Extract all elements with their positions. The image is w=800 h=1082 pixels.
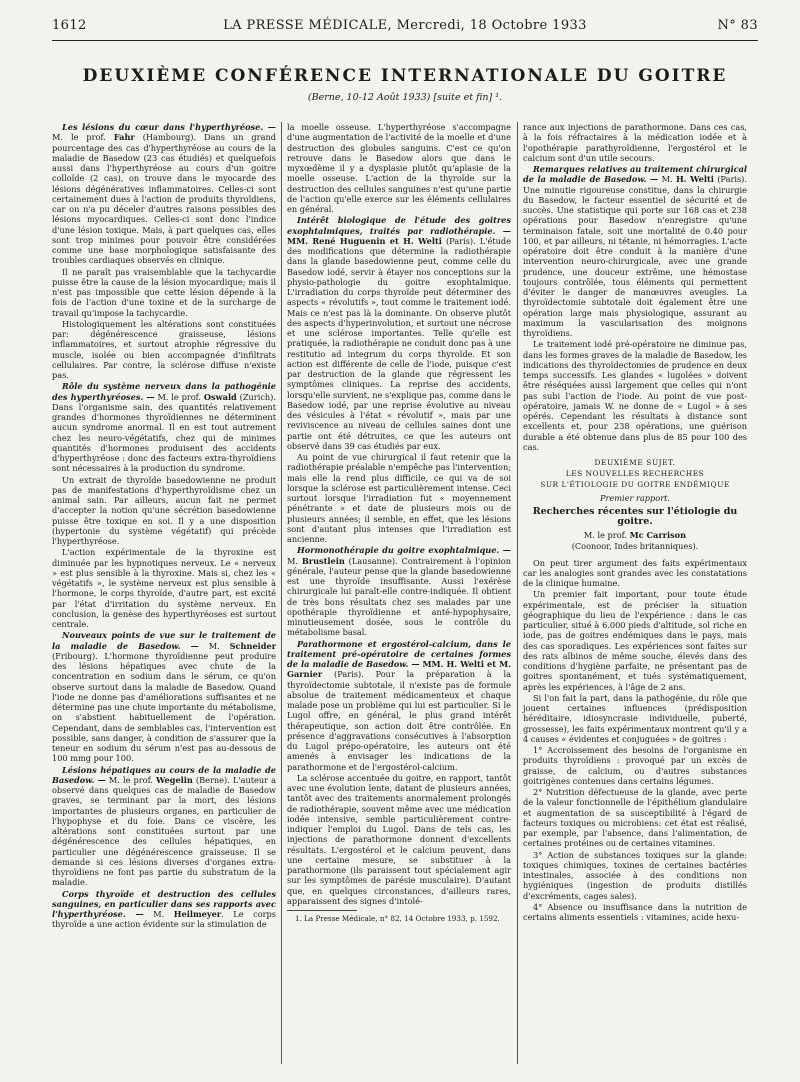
section-heading: Lésions hépatiques au cours de la maladie de Basedow. —: [52, 764, 276, 785]
paragraph: 1° Accroissement des besoins de l'organisme en produits thyroïdiens : provoqué par un excès de graisse, de calcium, ou d'autres substances goitrigènes contenues dans certains légumes.: [523, 745, 747, 786]
section-title-line: LES NOUVELLES RECHERCHES: [565, 469, 705, 479]
section-label: DEUXIÈME SUJET.: [594, 458, 676, 467]
section-heading: Les lésions du cœur dans l'hyperthyréose. —: [62, 122, 276, 132]
author-name: Brustlein: [301, 555, 345, 566]
header-rule: [52, 40, 758, 41]
paragraph: Intérêt biologique de l'étude des goitres exophtalmiques, traités par radiothérapie. — MM. René Huguenin et H. Welti (Paris). L'étude des modifications que détermine la radiothérapie dans la glande basedowienne peut, comme celle du Basedow iodé, servir à étayer nos conceptions sur la physio-pathologie du goitre exophtalmique. L'irradiation du corps thyroïde peut déterminer des aspects « révolutifs », tout comme le traitement iodé. Mais ce n'est pas là la dominante. On observe plutôt des aspects d'hyperinvolution, et surtout une nécrose et une sclérose importantes. Telle qu'elle est pratiquée, la radiothérapie ne conduit donc pas à une restitutio ad integrum du corps thyroïde. Et son action est différente de celle de l'iode, puisque c'est par destruction de la glande que régressent les symptômes cliniques. La reprise des accidents, lorsqu'elle survient, ne s'explique pas, comme dans le Basedow iodé, par une reprise évolutive au niveau des vésicules à l'état « révolutif », mais par une reviviscence au niveau de cellules saines dont une partie ont été détruites, ce que les auteurs ont observé dans 39 cas étudiés par eux.: [287, 215, 511, 451]
paragraph: 3° Action de substances toxiques sur la glande: toxiques chimiques, toxines de certaines bactéries intestinales, associée à des conditions non hygiéniques (ingestion de produits distillés d'excréments, cages sales).: [523, 849, 747, 901]
report-affiliation: (Coonoor, Indes britanniques).: [571, 541, 699, 552]
section-heading: Nouveaux points de vue sur le traitement de la maladie de Basedow. —: [52, 630, 276, 651]
section-heading: Intérêt biologique de l'étude des goitres exophtalmiques, traités par radiothérapie. —: [287, 215, 511, 236]
running-header: [52, 18, 758, 34]
paragraph: Rôle du système nerveux dans la pathogénie des hyperthyréoses. — M. le prof. Oswald (Zurich). Dans l'organisme sain, des quantités relativement grandes d'hormones thyroïdiennes ne déterminent aucun syndrome anormal. Il en est tout autrement chez les neuro-végétatifs, chez qui de minimes quantités d'hormones produisent des accidents d'hyperthyréose : donc des facteurs extra-thyroïdiens sont nécessaires à la production du syndrome.: [52, 381, 276, 474]
paragraph: Un premier fait important, pour toute étude expérimentale, est de préciser la situation géographique du lieu de l'expérience : dans le cas particulier, situé à 6.000 pieds d'altitude, sol riche en iode, pas de goitres endémiques dans le pays, mais des cas sporadiques. Les expériences sont faites sur des rats albinos de même souche, élevés dans des conditions d'hygiène parfaite, ne présentant pas de goitres spontanément, et tués systématiquement, après les expériences, à l'âge de 2 ans.: [523, 589, 747, 692]
article-subtitle: (Berne, 10-12 Août 1933) [suite et fin] ¹.: [307, 92, 503, 103]
section-heading: Rôle du système nerveux dans la pathogénie des hyperthyréoses. —: [52, 381, 276, 402]
paragraph: Nouveaux points de vue sur le traitement de la maladie de Basedow. — M. Schneider (Fribourg). L'hormone thyroïdienne peut produire des lésions hépatiques avec chute de la concentration en sodium dans le sérum, ce qu'on observe surtout dans la maladie de Basedow. Quand l'iode ne donne pas d'améliorations suffisantes et ne détermine pas une chute importante du métabolisme, on s'abstient habituellement de l'opération. Cependant, dans de semblables cas, l'intervention est possible, sans danger, à condition de s'assurer que la teneur en sodium du sérum n'est pas au-dessous de 100 mmg pour 100.: [52, 630, 277, 764]
column-3: [523, 122, 747, 923]
report-label: Premier rapport.: [599, 493, 671, 504]
paragraph: la moelle osseuse. L'hyperthyréose s'accompagne d'une augmentation de l'activité de la moelle et d'une destruction des globules sanguins. C'est ce qu'on retrouve dans le Basedow alors que dans le myxœdème il y a dysplasie plutôt qu'aplasie de la moelle osseuse. L'action de la thyroïde sur la destruction des cellules sanguines n'est qu'une partie de l'action qu'elle exerce sur les éléments cellulaires en général.: [287, 122, 511, 214]
author-name: Heilmeyer: [173, 909, 222, 919]
paragraph: Il ne paraît pas vraisemblable que la tachycardie puisse être la cause de la lésion myocardique; mais il n'est pas impossible que cette lésion dépende à la fois de l'action d'une toxine et de la surcharge de travail qu'impose la tachycardie.: [52, 266, 276, 318]
paragraph: 2° Nutrition défectueuse de la glande, avec perte de la valeur fonctionnelle de l'épithélium glandulaire et augmentation de sa susceptibilité à l'égard de facteurs toxiques ou microbiens: cet état est réalisé, par exemple, par l'absence, dans l'alimentation, de certaines protéines ou de certaines vitamines.: [523, 787, 747, 849]
report-title: Recherches récentes sur l'étiologie du goitre.: [532, 505, 738, 527]
section-heading: Hormonothérapie du goitre exophtalmique. —: [297, 545, 511, 556]
paragraph: Lésions hépatiques au cours de la maladie de Basedow. — M. le prof. Wegelin (Berne). L'auteur a observé dans quelques cas de maladie de Basedow graves, se terminant par la mort, des lésions importantes de plusieurs organes, en particulier de l'hypophyse et du foie. Dans ce viscère, les altérations sont constituées surtout par une dégénérescence des cellules hépatiques, en particulier une dégénérescence graisseuse. Il se demande si ces lésions diverses d'organes extra-thyroïdiens ne font pas partie du substratum de la maladie.: [52, 764, 276, 888]
paragraph: Un extrait de thyroïde basedowienne ne produit pas de manifestations d'hyperthyroïdisme chez un animal sain. Par ailleurs, aucun fait ne permet d'accepter la notion qu'une sécrétion basedowienne puisse être toxique en soi. Il y a une disposition (hypertonie du système végétatif) qui précède l'hyperthyréose.: [52, 474, 276, 546]
paragraph: On peut tirer argument des faits expérimentaux car les analogies sont grandes avec les constatations de la clinique humaine.: [523, 557, 747, 588]
author-name: Wegelin: [156, 774, 193, 785]
paragraph: Au point de vue chirurgical il faut retenir que la radiothérapie préalable n'empêche pas l'intervention; mais elle la rend plus difficile, ce qui va de soi lorsque la sclérose est particulièrement intense. Ceci surtout lorsque l'irradiation fut « moyennement pénétrante » et date de plusieurs mois ou de plusieurs années; il semble, en effet, que les lésions sont d'autant plus intenses que l'irradiation est ancienne.: [287, 452, 511, 544]
footnote-rule: [287, 910, 357, 911]
section-heading: Remarques relatives au traitement chirurgical de la maladie de Basedow. —: [523, 164, 747, 185]
paragraph: Parathormone et ergostérol-calcium, dans le traitement pré-opératoire de certaines formes de la maladie de Basedow. — MM. H. Welti et M. Garnier (Paris). Pour la préparation à la thyroïdectomie subtotale, il n'existe pas de formule absolue de traitement médicamenteux et chaque malade pose un problème qui lui est particulier. Si le Lugol offre, en général, le plus grand intérêt thérapeutique, son action doit être contrôlée. En présence d'aggravations consécutives à l'absorption du Lugol prépo-opératoire, les auteurs ont été amenés à envisager les indications de la parathormone et de l'ergostérol-calcium.: [287, 638, 512, 772]
page-number: 1612: [52, 18, 87, 33]
paragraph: La sclérose accentuée du goitre, en rapport, tantôt avec une évolution lente, datant de plusieurs années, tantôt avec des traitements anormalement prolongés de radiothérapie, souvent même avec une médication iodée intensive, semble particulièrement contre-indiquer l'emploi du Lugol. Dans de tels cas, les injections de parathormone donnent d'excellents résultats. L'ergostérol et le calcium peuvent, dans une certaine mesure, se substituer à la parathormone (ils paraissent tout spécialement agir sur les symptômes de parésie musculaire). D'autant que, en quelques circonstances, d'ailleurs rares, apparaissent des signes d'intolé-: [287, 772, 511, 906]
paragraph: Histologiquement les altérations sont constituées par: dégénérescence graisseuse, lésions inflammatoires, et surtout atrophie régressive du muscle, isolée ou bien accompagnée d'infiltrats cellulaires. Par contre, la sclérose diffuse n'existe pas.: [52, 318, 276, 380]
paragraph: Si l'on fait la part, dans la pathogénie, du rôle que jouent certaines influences (prédisposition héréditaire, idiosyncrasie individuelle, puberté, grossesse), les faits expérimentaux montrent qu'il y a 4 causes « évidentes et conjuguées » de goitres :: [523, 692, 747, 744]
column-1: [52, 122, 276, 931]
issue-number: N° 83: [717, 18, 758, 33]
section-heading: Corps thyroïde et destruction des cellules sanguines, en particulier dans ses rapports avec l'hyperthyréose. —: [52, 888, 276, 919]
paragraph: L'action expérimentale de la thyroxine est diminuée par les hypnotiques nerveux. Le « nerveux » est plus sensible à la thyroxine. Mais si, chez les « végétatifs », le système nerveux est plus sensible à l'hormone, le corps thyroïde, d'autre part, est excité par l'état d'irritation du système nerveux. En conclusion, la genèse des hyperthyréoses est surtout centrale.: [52, 547, 276, 629]
paragraph: Le traitement iodé pré-opératoire ne diminue pas, dans les formes graves de la maladie de Basedow, les indications des thyroïdectomies de prudence en deux temps successifs. Les glandes « lugolées » doivent être réséquées aussi largement que celles qui n'ont pas subi l'action de l'iode. Au point de vue post-opératoire, jamais W. ne donne de « Lugol » à ses opérés. Cependant les résultats à distance sont excellents et, pour 238 opérations, une guérison durable a été obtenue dans plus de 85 pour 100 des cas.: [523, 339, 747, 452]
paragraph: 4° Absence ou insuffisance dans la nutrition de certains aliments essentiels : vitamines, acide hexu-: [523, 901, 747, 922]
paragraph: Hormonothérapie du goitre exophtalmique. — M. Brustlein (Lausanne). Contrairement à l'opinion générale, l'auteur pense que la glande basedowienne est une thyroïde insuffisante. Aussi l'exérèse chirurgicale lui paraît-elle contre-indiquée. Il obtient de très bons résultats chez ses malades par une opothérapie thyroïdienne et anté-hypophysaire, minutieusement dosée, sous le contrôle du métabolisme basal.: [287, 545, 511, 638]
author-name: MM. H. Welti et M. Garnier: [287, 659, 512, 680]
author-name: MM. René Huguenin et H. Welti: [287, 235, 442, 246]
section-title-line: SUR L'ÉTIOLOGIE DU GOITRE ENDÉMIQUE: [540, 480, 730, 490]
report-author: M. le prof. Mc Carrison: [583, 530, 687, 540]
author-name: Fahr: [113, 132, 135, 143]
footnote: 1. La Presse Médicale, n° 82, 14 Octobre 1933, p. 1592.: [295, 914, 500, 923]
column-divider: [281, 122, 282, 1064]
author-name: Oswald: [203, 391, 237, 402]
column-divider: [517, 122, 518, 1064]
author-name: Schneider: [229, 640, 277, 651]
author-name: Mc Carrison: [629, 530, 687, 540]
journal-title: LA PRESSE MÉDICALE, Mercredi, 18 Octobre 1933: [223, 18, 587, 33]
section-heading: Parathormone et ergostérol-calcium, dans le traitement pré-opératoire de certaines formes de la maladie de Basedow. —: [287, 638, 511, 669]
paragraph: Remarques relatives au traitement chirurgical de la maladie de Basedow. — M. H. Welti (Paris). Une minutie rigoureuse constitue, dans la chirurgie du Basedow, le facteur essentiel de sécurité et de succès. Une statistique qui porte sur 168 cas et 238 opérations pour Basedow n'enregistre qu'une terminaison fatale, soit une mortalité de 0.40 pour 100, et par ailleurs, ni tétanie, ni hémorragies. L'acte opératoire doit être conduit à la manière d'une intervention neuro-chirurgicale, avec une grande prudence, une douceur extrême, une hémostase toujours contrôlée, tous éléments qui permettent d'éviter le danger de manœuvres aveugles. La thyroïdectomie subtotale doit également être une opération large mais physiologique, assurant au maximum la vascularisation des moignons thyroïdiens.: [523, 164, 747, 338]
paragraph: Les lésions du cœur dans l'hyperthyréose. — M. le prof. Fahr (Hambourg). Dans un grand pourcentage des cas d'hyperthyréose au cours de la maladie de Basedow (23 cas étudiés) et quelquefois aussi dans l'hyperthyréose au cours d'un goitre colloïde (2 cas), on trouve dans le myocarde des lésions dégénératives inflammatoires. Celles-ci sont certainement dues à l'action de produits thyroïdiens, car on n'a pu déceler d'autres raisons possibles des lésions myocardiques. Celles-ci sont donc l'indice d'une lésion toxique. Mais, à part quelques cas, elles sont trop minimes pour pouvoir être considérées comme une base morphologique satisfaisante des troubles cardiaques observés en clinique.: [52, 122, 276, 266]
paragraph: Corps thyroïde et destruction des cellules sanguines, en particulier dans ses rapports avec l'hyperthyréose. — M. Heilmeyer. Le corps thyroïde a une action évidente sur la stimulation de: [52, 888, 276, 930]
author-name: H. Welti: [675, 174, 714, 185]
column-2: [287, 122, 511, 924]
paragraph: rance aux injections de parathormone. Dans ces cas, à la fois réfractaires à la médication iodée et à l'opothérapie parathyroïdienne, l'ergostérol et le calcium sont d'un utile secours.: [523, 122, 747, 163]
article-title: DEUXIÈME CONFÉRENCE INTERNATIONALE DU GOITRE: [82, 66, 728, 86]
